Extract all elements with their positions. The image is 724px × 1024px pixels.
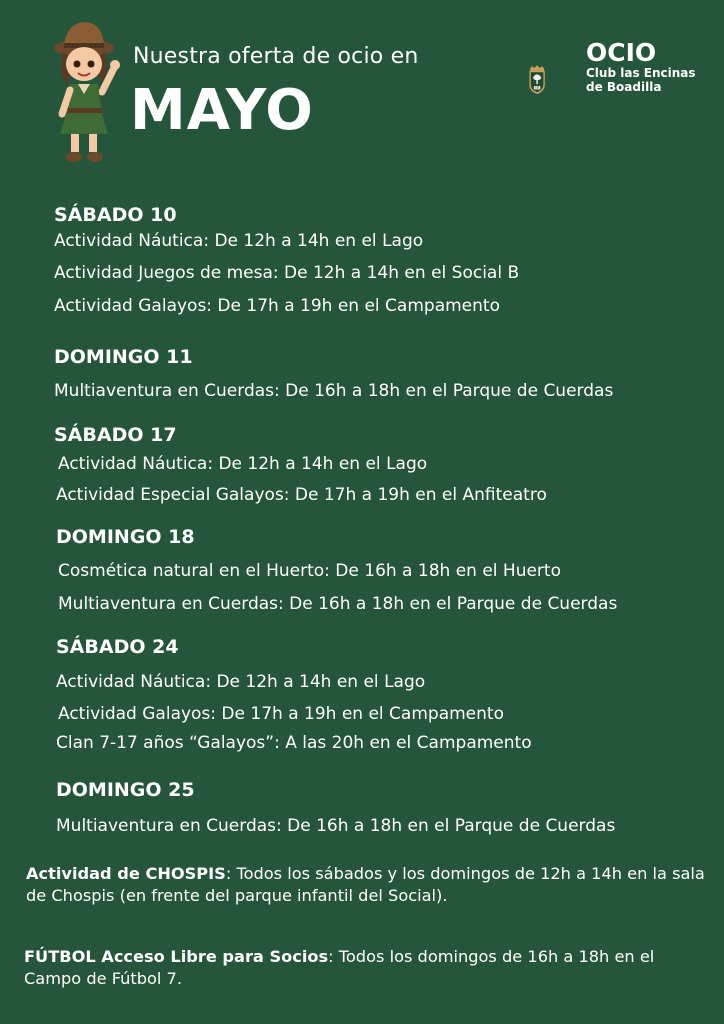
day-title: SÁBADO 17 [54,424,177,446]
logo-text-block [586,40,696,94]
day-title: SÁBADO 10 [54,204,177,226]
activity-line: Multiaventura en Cuerdas: De 16h a 18h en el Parque de Cuerdas [54,381,614,401]
day-title: DOMINGO 11 [54,346,193,368]
activity-line: Clan 7-17 años “Galayos”: A las 20h en el Campamento [56,733,532,753]
futbol-text: : Todos los domingos de 16h a 18h en el Campo de Fútbol 7. [24,947,655,988]
activity-line: Actividad Náutica: De 12h a 14h en el Lago [56,672,426,692]
crest-emblem-text: CB [535,85,540,90]
futbol-note [24,946,704,990]
header-subtitle: Nuestra oferta de ocio en [133,44,419,69]
activity-line: Actividad Náutica: De 12h a 14h en el Lago [54,231,424,251]
logo-brand: OCIO [586,38,657,67]
club-crest-logo [528,38,584,122]
activity-line: Actividad Especial Galayos: De 17h a 19h en el Anfiteatro [56,485,547,505]
activity-line: Multiaventura en Cuerdas: De 16h a 18h en el Parque de Cuerdas [58,594,618,614]
futbol-label: FÚTBOL Acceso Libre para Socios [24,947,329,966]
day-title: DOMINGO 18 [56,526,195,548]
logo-line-2: de Boadilla [586,80,662,94]
chospis-note [26,863,706,907]
day-title: SÁBADO 24 [56,636,179,658]
activity-line: Actividad Galayos: De 17h a 19h en el Campamento [54,296,500,316]
scout-mascot-illustration [48,18,124,164]
header-month: MAYO [130,78,314,143]
chospis-label: Actividad de CHOSPIS [26,864,226,883]
activity-line: Cosmética natural en el Huerto: De 16h a 18h en el Huerto [58,561,561,581]
activity-line: Actividad Náutica: De 12h a 14h en el Lago [58,454,428,474]
day-title: DOMINGO 25 [56,779,195,801]
activity-line: Multiaventura en Cuerdas: De 16h a 18h en el Parque de Cuerdas [56,816,616,836]
logo-line-1: Club las Encinas [586,66,696,80]
activity-line: Actividad Galayos: De 17h a 19h en el Campamento [58,704,504,724]
activity-line: Actividad Juegos de mesa: De 12h a 14h en el Social B [54,263,520,283]
chospis-text: : Todos los sábados y los domingos de 12h a 14h en la sala de Chospis (en frente del parque infantil del Social). [26,864,705,905]
